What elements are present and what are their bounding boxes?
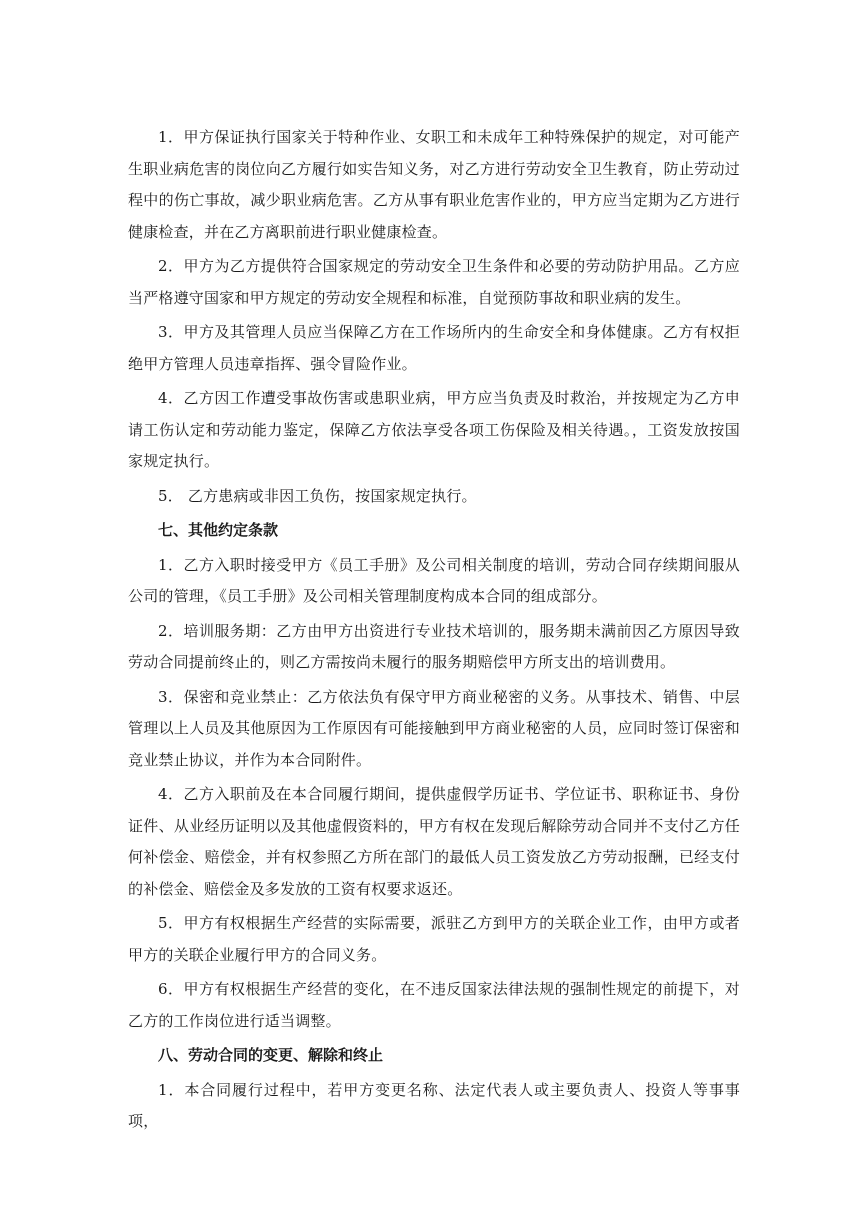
clause-6-2: 2．甲方为乙方提供符合国家规定的劳动安全卫生条件和必要的劳动防护用品。乙方应当严格遵守国家和甲方规定的劳动安全规程和标准，自觉预防事故和职业病的发生。: [128, 257, 740, 307]
clause-7-3: 3．保密和竞业禁止：乙方依法负有保守甲方商业秘密的义务。从事技术、销售、中层管理以上人员及其他原因为工作原因有可能接触到甲方商业秘密的人员，应同时签订保密和竞业禁止协议，并作为本合同附件。: [128, 687, 740, 769]
section-heading-7: 七、其他约定条款: [158, 521, 279, 539]
clause-7-5: 5．甲方有权根据生产经营的实际需要，派驻乙方到甲方的关联企业工作，由甲方或者甲方的关联企业履行甲方的合同义务。: [128, 914, 740, 964]
clause-7-6: 6．甲方有权根据生产经营的变化，在不违反国家法律法规的强制性规定的前提下，对乙方的工作岗位进行适当调整。: [128, 980, 740, 1030]
clause-8-1: 1．本合同履行过程中，若甲方变更名称、法定代表人或主要负责人、投资人等事事项，: [128, 1080, 740, 1130]
clause-6-1: 1．甲方保证执行国家关于特种作业、女职工和未成年工种特殊保护的规定，对可能产生职业病危害的岗位向乙方履行如实告知义务，对乙方进行劳动安全卫生教育，防止劳动过程中的伤亡事故，减少职业病危害。乙方从事有职业危害作业的，甲方应当定期为乙方进行健康检查，并在乙方离职前进行职业健康检查。: [128, 128, 740, 241]
clause-7-4: 4．乙方入职前及在本合同履行期间，提供虚假学历证书、学位证书、职称证书、身份证件、从业经历证明以及其他虚假资料的，甲方有权在发现后解除劳动合同并不支付乙方任何补偿金、赔偿金，并有权参照乙方所在部门的最低人员工资发放乙方劳动报酬，已经支付的补偿金、赔偿金及多发放的工资有权要求返还。: [128, 785, 740, 898]
clause-7-2: 2．培训服务期：乙方由甲方出资进行专业技术培训的，服务期未满前因乙方原因导致劳动合同提前终止的，则乙方需按尚未履行的服务期赔偿甲方所支出的培训费用。: [128, 621, 740, 671]
clause-6-5: 5． 乙方患病或非因工负伤，按国家规定执行。: [158, 486, 477, 505]
section-heading-8: 八、劳动合同的变更、解除和终止: [158, 1046, 384, 1064]
clause-7-1: 1．乙方入职时接受甲方《员工手册》及公司相关制度的培训，劳动合同存续期间服从公司的管理，《员工手册》及公司相关管理制度构成本合同的组成部分。: [128, 555, 740, 605]
clause-6-4: 4．乙方因工作遭受事故伤害或患职业病，甲方应当负责及时救治，并按规定为乙方申请工伤认定和劳动能力鉴定，保障乙方依法享受各项工伤保险及相关待遇。，工资发放按国家规定执行。: [128, 389, 740, 470]
clause-6-3: 3．甲方及其管理人员应当保障乙方在工作场所内的生命安全和身体健康。乙方有权拒绝甲方管理人员违章指挥、强令冒险作业。: [128, 323, 740, 373]
